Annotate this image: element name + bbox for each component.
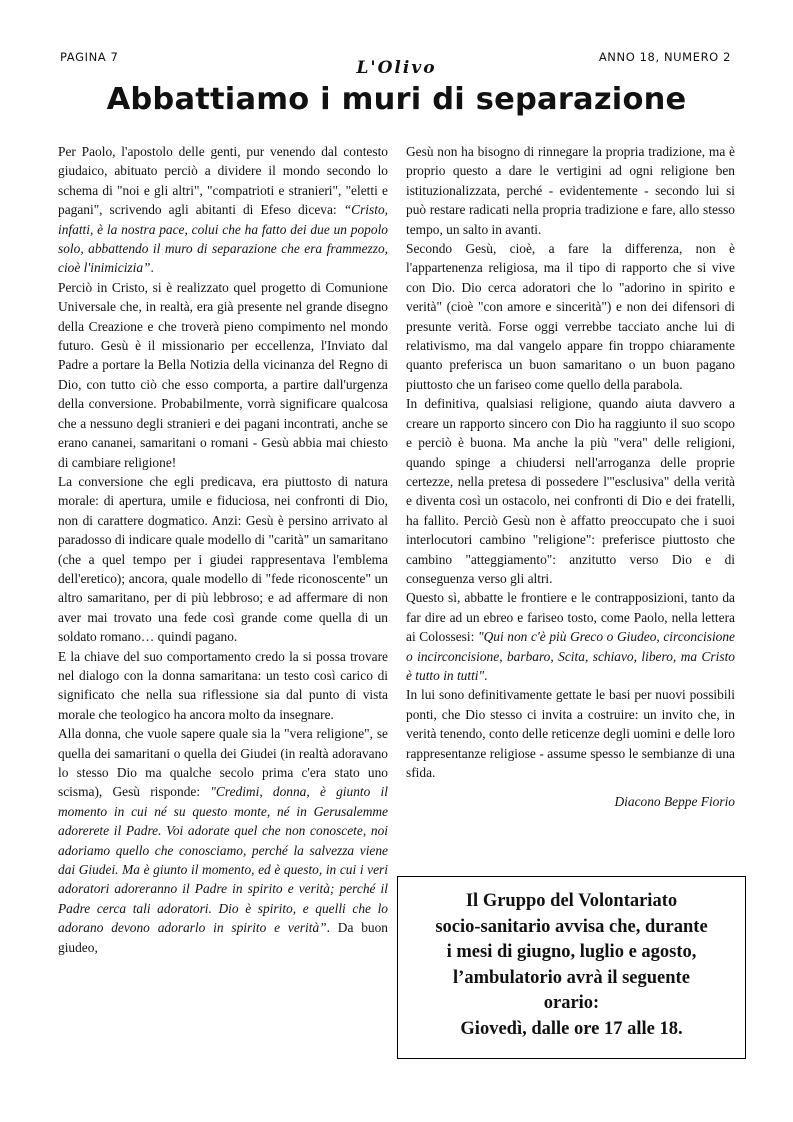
notice-line: orario:: [543, 993, 600, 1013]
paragraph: In definitiva, qualsiasi religione, quando aiuta davvero a creare un rapporto sincero con Dio ha raggiunto il suo scopo e perciò è buona. Ma anche la più "vera" delle religioni, quando spinge a chiudersi nell'arroganza delle proprie certezze, nella pretesa di possedere l'"esclusiva" della verità e diventa così un ostacolo, nei confronti di Dio e dei fratelli, ha fallito. Perciò Gesù non è affatto preoccupato che i suoi interlocutori cambino "religione": preferisce piuttosto che cambino "atteggiamento": anzitutto verso Dio e di conseguenza verso gli altri.: [406, 396, 735, 586]
paragraph: In lui sono definitivamente gettate le basi per nuovi possibili ponti, che Dio stesso ci invita a costruire: un invito che, in verità tenendo, conto delle reticenze degli uomini e delle loro rappresentanze religiose - assume spesso le sembianze di una sfida.: [406, 687, 735, 780]
masthead: L'Olivo: [356, 58, 437, 78]
notice-line: socio-sanitario avvisa che, durante: [435, 916, 708, 937]
paragraph: Perciò in Cristo, si è realizzato quel progetto di Comunione Universale che, in realtà, era già presente nel grande disegno della Creazione e che troverà pieno compimento nel mondo futuro. Gesù è il missionario per eccellenza, l'Inviato dal Padre a portare la Bella Notizia della vicinanza del Regno di Dio, con tutto ciò che esso comporta, a partire dall'urgenza della conversione. Probabilmente, vorrà significare qualcosa che a nessuno degli stranieri e dei pagani incontrati, anche se erano cananei, samaritani o romani - Gesù abbia mai chiesto di cambiare religione!: [58, 279, 388, 470]
notice-line: l’ambulatorio avrà il seguente: [453, 967, 690, 988]
paragraph: Questo sì, abbatte le frontiere e le contrapposizioni, tanto da far dire ad un ebreo e fariseo tosto, come Paolo, nella lettera ai Colossesi: "Qui non c'è più Greco o Giudeo, circoncisione o incirconcisione, barbaro, Scita, schiavo, libero, ma Cristo è tutto in tutti".: [406, 590, 736, 683]
page-number: PAGINA 7: [60, 50, 119, 64]
article-title: Abbattiamo i muri di separazione: [106, 82, 687, 117]
paragraph: Alla donna, che vuole sapere quale sia la "vera religione", se quella dei samaritani o quella dei Giudei (in realtà adoravano lo stesso Dio ma qualche secolo prima c'era stato uno scisma), Gesù risponde: "Credimi, donna, è giunto il momento in cui né su questo monte, né in Gerusalemme adorerete il Padre. Voi adorate quel che non conoscete, noi adoriamo quello che conosciamo, perché la salvezza viene dai Giudei. Ma è giunto il momento, ed è questo, in cui i veri adoratori adoreranno il Padre in spirito e verità; perché il Padre cerca tali adoratori. Dio è spirito, e quelli che lo adorano devono adorarlo in spirito e verità”. Da buon giudeo,: [58, 726, 389, 955]
notice-line: i mesi di giugno, luglio e agosto,: [446, 942, 697, 962]
paragraph: La conversione che egli predicava, era piuttosto di natura morale: di apertura, umile e fiduciosa, nei confronti di Dio, non di carattere dogmatico. Anzi: Gesù è persino arrivato al paradosso di indicare quale modello di "carità" un samaritano (che a quel tempo per i giudei rappresentava l'emblema dell'eretico); ancora, quale modello di "fede riconoscente" un altro samaritano, per di più lebbroso; e ad affermare di non aver mai trovato una fede così grande come quella di un soldato romano… quindi pagano.: [58, 473, 388, 645]
notice-line: Giovedì, dalle ore 17 alle 18.: [460, 1018, 683, 1039]
article-column-right: [406, 142, 735, 812]
paragraph: Secondo Gesù, cioè, a fare la differenza, non è l'appartenenza religiosa, ma il tipo di rapporto che si vive con Dio. Dio cerca adoratori che lo "adorino in spirito e verità" (cioè "con amore e sincerità") e non dei difensori di presunte verità. Forse oggi verrebbe tacciato anche lui di relativismo, ma dal vangelo appare fin troppo chiaramente quanto preferisca un buon samaritano o un buon pagano piuttosto che un fariseo come quello della parabola.: [406, 241, 735, 392]
author-signature: Diacono Beppe Fiorio: [614, 794, 735, 810]
issue-number: ANNO 18, NUMERO 2: [598, 50, 731, 64]
notice-line: Il Gruppo del Volontariato: [465, 891, 678, 911]
article-column-left: [58, 142, 388, 957]
paragraph: E la chiave del suo comportamento credo la si possa trovare nel dialogo con la donna samaritana: un testo così carico di significato che nella sua riflessione sia dal punto di vista morale che teologico ha ancora molto da insegnare.: [58, 648, 388, 722]
paragraph: Gesù non ha bisogno di rinnegare la propria tradizione, ma è proprio questo a dare le vertigini ad ogni religione ben istituzionalizzata, perché - evidentemente - secondo lui si può restare radicati nella propria tradizione e fare, allo stesso tempo, un salto in avanti.: [406, 144, 735, 237]
paragraph: Per Paolo, l'apostolo delle genti, pur venendo dal contesto giudaico, abituato perciò a dividere il mondo secondo lo schema di "noi e gli altri", "compatrioti e stranieri", "eletti e pagani", scrivendo agli abitanti di Efeso diceva: “Cristo, infatti, è la nostra pace, colui che ha fatto dei due un popolo solo, abbattendo il muro di separazione che era frammezzo, cioè l'inimicizia”.: [58, 144, 388, 276]
notice-box: [397, 876, 746, 1059]
